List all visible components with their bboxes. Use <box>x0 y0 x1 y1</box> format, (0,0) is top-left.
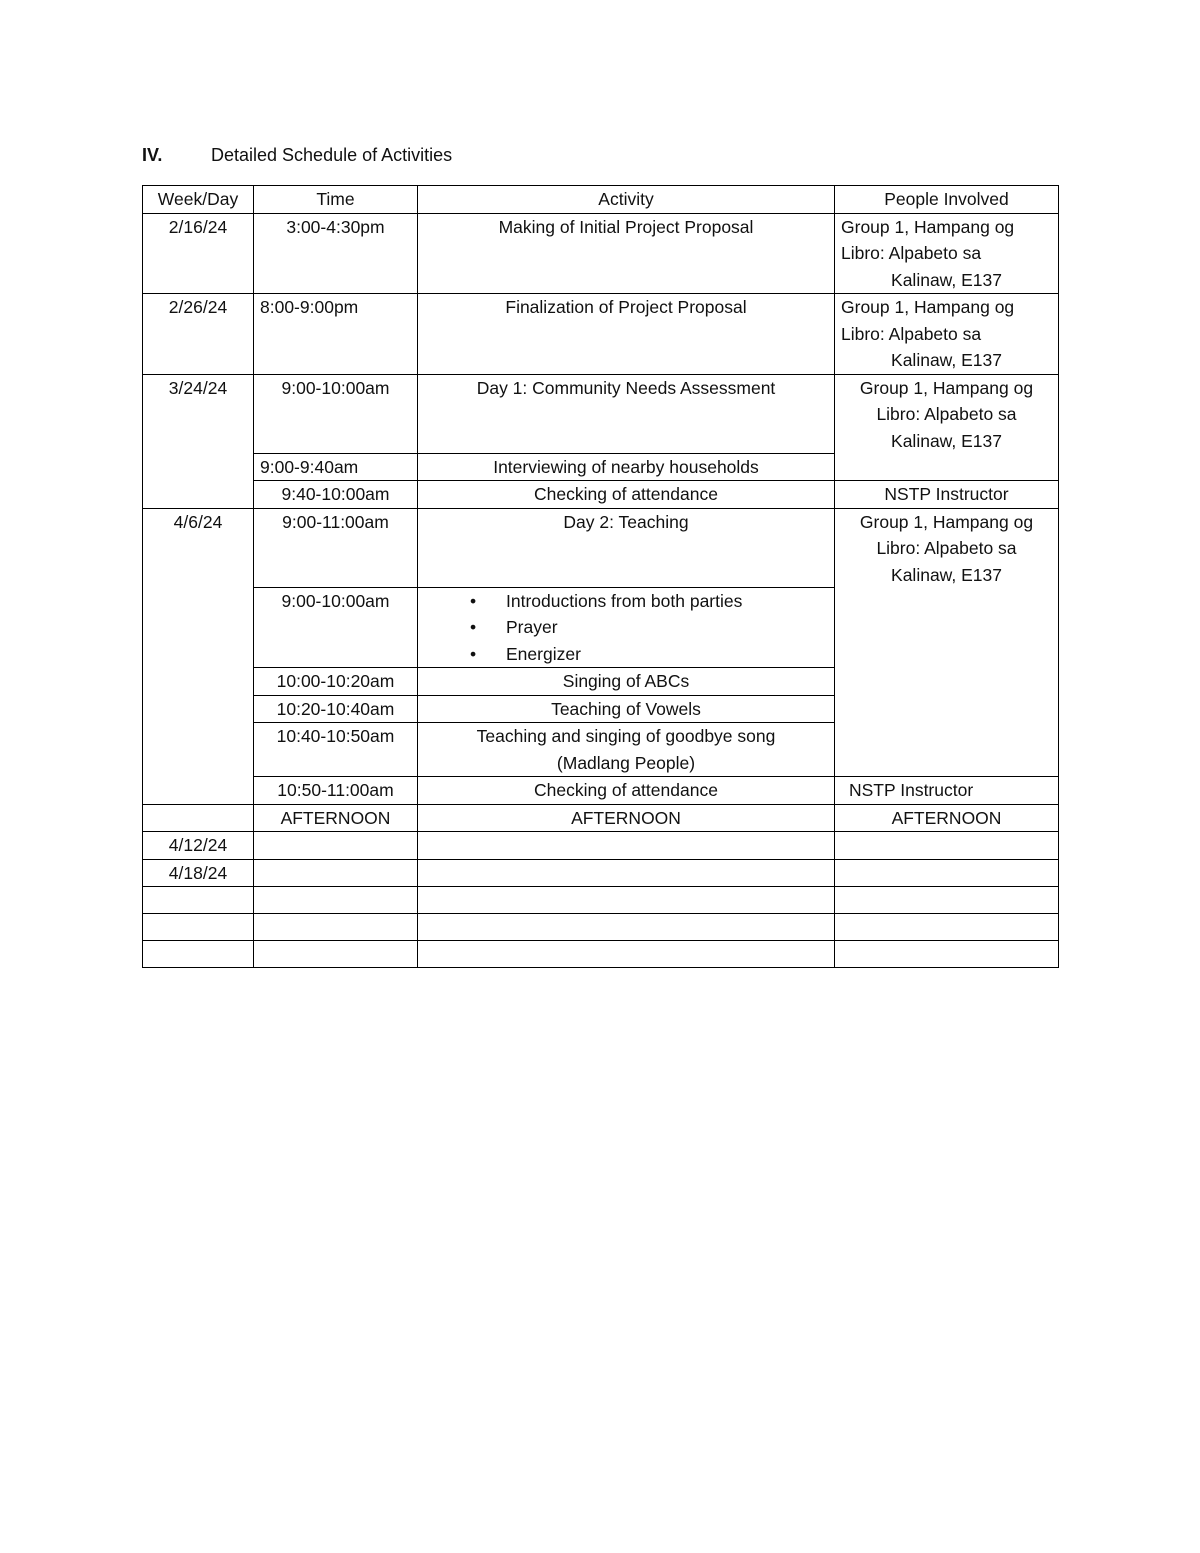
table-header-row <box>143 186 1059 214</box>
list-item: • Prayer <box>464 614 828 641</box>
activity-line: Teaching and singing of goodbye song <box>476 726 776 746</box>
cell-time: AFTERNOON <box>254 804 418 832</box>
header-people: People Involved <box>835 186 1059 214</box>
header-activity: Activity <box>418 186 835 214</box>
cell-time <box>254 941 418 968</box>
people-line: Libro: Alpabeto sa <box>841 323 982 344</box>
cell-activity <box>418 723 835 777</box>
people-line: Libro: Alpabeto sa <box>876 538 1017 558</box>
cell-time: 8:00-9:00pm <box>254 294 418 375</box>
people-line: Kalinaw, E137 <box>891 430 1002 451</box>
cell-people <box>835 294 1059 375</box>
table-row <box>143 481 1059 509</box>
cell-people <box>835 374 1059 481</box>
cell-time: 10:50-11:00am <box>254 777 418 805</box>
table-row <box>143 832 1059 860</box>
cell-activity: Teaching of Vowels <box>418 695 835 723</box>
section-title: Detailed Schedule of Activities <box>211 145 453 165</box>
cell-time <box>254 914 418 941</box>
people-line: Group 1, Hampang og <box>859 511 1034 532</box>
table-row <box>143 859 1059 887</box>
table-row <box>143 508 1059 587</box>
cell-time <box>254 887 418 914</box>
cell-time: 9:40-10:00am <box>254 481 418 509</box>
cell-people <box>835 213 1059 294</box>
table-row <box>143 887 1059 914</box>
people-line: Kalinaw, E137 <box>891 350 1002 370</box>
table-row <box>143 941 1059 968</box>
cell-time <box>254 859 418 887</box>
cell-week: 3/24/24 <box>143 374 254 508</box>
cell-activity <box>418 914 835 941</box>
cell-people: AFTERNOON <box>835 804 1059 832</box>
section-number: IV. <box>142 145 163 165</box>
cell-people <box>835 887 1059 914</box>
people-line: Kalinaw, E137 <box>891 269 1002 290</box>
cell-week: 4/6/24 <box>143 508 254 804</box>
table-row <box>143 777 1059 805</box>
schedule-table <box>142 185 1059 968</box>
cell-time: 3:00-4:30pm <box>254 213 418 294</box>
cell-time <box>254 832 418 860</box>
cell-activity: Singing of ABCs <box>418 668 835 696</box>
cell-time: 9:00-11:00am <box>254 508 418 587</box>
activity-list <box>424 588 828 668</box>
header-week: Week/Day <box>143 186 254 214</box>
cell-activity: Making of Initial Project Proposal <box>418 213 835 294</box>
bullet-icon: • <box>470 590 477 611</box>
cell-activity: Checking of attendance <box>418 777 835 805</box>
cell-people <box>835 832 1059 860</box>
cell-time: 9:00-9:40am <box>254 453 418 481</box>
cell-activity: Interviewing of nearby households <box>418 453 835 481</box>
table-row <box>143 213 1059 294</box>
table-row <box>143 914 1059 941</box>
cell-time: 9:00-10:00am <box>254 374 418 453</box>
cell-activity: Checking of attendance <box>418 481 835 509</box>
cell-week: 4/18/24 <box>143 859 254 887</box>
table-row <box>143 294 1059 375</box>
list-item: • Introductions from both parties <box>464 588 828 615</box>
cell-time: 9:00-10:00am <box>254 587 418 668</box>
cell-activity: Day 1: Community Needs Assessment <box>418 374 835 453</box>
people-line: Libro: Alpabeto sa <box>876 404 1017 424</box>
people-line: Libro: Alpabeto sa <box>841 243 982 263</box>
cell-activity: AFTERNOON <box>418 804 835 832</box>
activity-line: (Madlang People) <box>556 752 696 773</box>
bullet-icon: • <box>470 617 477 637</box>
cell-activity <box>418 941 835 968</box>
cell-week: 2/26/24 <box>143 294 254 375</box>
cell-week: 2/16/24 <box>143 213 254 294</box>
cell-people <box>835 859 1059 887</box>
people-line: Group 1, Hampang og <box>859 377 1034 398</box>
cell-week <box>143 887 254 914</box>
people-line: Kalinaw, E137 <box>891 564 1002 585</box>
cell-time: 10:40-10:50am <box>254 723 418 777</box>
table-row <box>143 374 1059 453</box>
cell-activity: Day 2: Teaching <box>418 508 835 587</box>
cell-time: 10:20-10:40am <box>254 695 418 723</box>
cell-week <box>143 914 254 941</box>
people-line: Group 1, Hampang og <box>841 216 1015 237</box>
bullet-icon: • <box>470 643 477 664</box>
cell-people: NSTP Instructor <box>835 481 1059 509</box>
cell-people <box>835 941 1059 968</box>
cell-people: NSTP Instructor <box>835 777 1059 805</box>
cell-activity <box>418 859 835 887</box>
cell-activity: Finalization of Project Proposal <box>418 294 835 375</box>
cell-week: 4/12/24 <box>143 832 254 860</box>
people-line: Group 1, Hampang og <box>841 297 1015 317</box>
cell-people <box>835 914 1059 941</box>
header-time: Time <box>254 186 418 214</box>
section-heading <box>142 144 452 166</box>
cell-activity <box>418 832 835 860</box>
cell-activity <box>418 887 835 914</box>
cell-people <box>835 508 1059 777</box>
list-item: • Energizer <box>464 641 828 668</box>
cell-week <box>143 941 254 968</box>
cell-week <box>143 804 254 832</box>
table-row <box>143 804 1059 832</box>
cell-activity <box>418 587 835 668</box>
cell-time: 10:00-10:20am <box>254 668 418 696</box>
